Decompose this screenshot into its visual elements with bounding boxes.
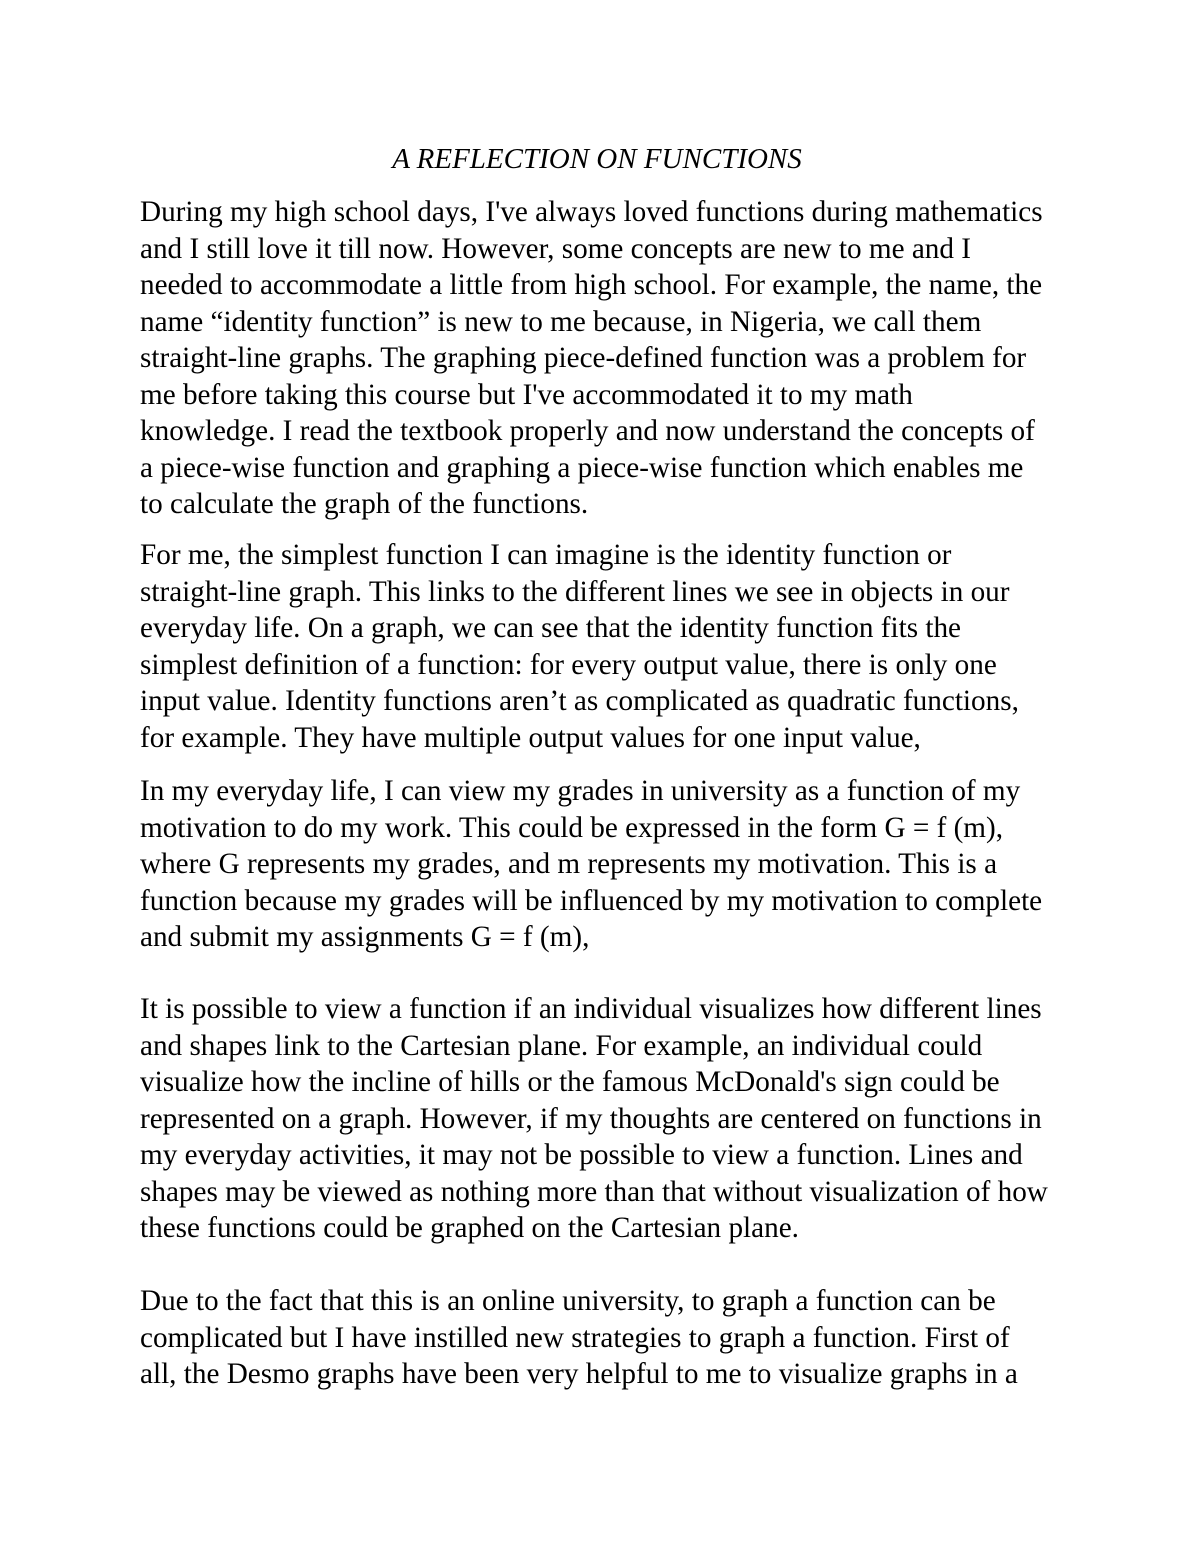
paragraph-line: and shapes link to the Cartesian plane. For example, an individual could (140, 1029, 983, 1062)
paragraph-line: all, the Desmo graphs have been very helpful to me to visualize graphs in a (140, 1358, 1018, 1390)
paragraph-line: complicated but I have instilled new strategies to graph a function. First of (140, 1321, 1010, 1354)
paragraph-4 (140, 991, 1070, 1247)
paragraph-2 (140, 537, 1070, 756)
paragraph-line: simplest definition of a function: for every output value, there is only one (140, 648, 997, 681)
paragraph-line: input value. Identity functions aren’t as complicated as quadratic functions, (140, 685, 1019, 717)
paragraph-line: represented on a graph. However, if my thoughts are centered on functions in (140, 1102, 1042, 1135)
paragraph-line: Due to the fact that this is an online university, to graph a function can be (140, 1285, 996, 1317)
paragraph-line: For me, the simplest function I can imagine is the identity function or (140, 539, 952, 571)
paragraph-line: visualize how the incline of hills or the famous McDonald's sign could be (140, 1066, 1000, 1098)
paragraph-line: these functions could be graphed on the Cartesian plane. (140, 1212, 799, 1244)
paragraph-5 (140, 1283, 1070, 1393)
paragraph-line: my everyday activities, it may not be possible to view a function. Lines and (140, 1139, 1023, 1171)
paragraph-line: everyday life. On a graph, we can see that the identity function fits the (140, 612, 962, 644)
paragraph-line: function because my grades will be influenced by my motivation to complete (140, 884, 1043, 917)
paragraph-line: me before taking this course but I've accommodated it to my math (140, 378, 913, 411)
paragraph-line: It is possible to view a function if an individual visualizes how different lines (140, 993, 1042, 1025)
paragraph-line: In my everyday life, I can view my grades in university as a function of my (140, 775, 1021, 807)
paragraph-line: and submit my assignments G = f (m), (140, 921, 590, 953)
paragraph-line: a piece-wise function and graphing a piece-wise function which enables me (140, 451, 1024, 484)
paragraph-line: to calculate the graph of the functions. (140, 488, 589, 520)
paragraph-line: needed to accommodate a little from high school. For example, the name, the (140, 269, 1043, 301)
paragraph-line: straight-line graphs. The graphing piece-defined function was a problem for (140, 342, 1027, 374)
paragraph-line: where G represents my grades, and m represents my motivation. This is a (140, 848, 998, 880)
paragraph-line: straight-line graph. This links to the different lines we see in objects in our (140, 575, 1010, 608)
paragraph-line: motivation to do my work. This could be expressed in the form G = f (m), (140, 811, 1004, 844)
paragraph-line: During my high school days, I've always loved functions during mathematics (140, 196, 1043, 228)
paragraph-line: for example. They have multiple output values for one input value, (140, 721, 921, 754)
paragraph-1 (140, 194, 1070, 523)
paragraph-3 (140, 773, 1070, 956)
document-title: A REFLECTION ON FUNCTIONS (392, 143, 802, 175)
paragraph-line: name “identity function” is new to me because, in Nigeria, we call them (140, 305, 982, 338)
paragraph-line: shapes may be viewed as nothing more than that without visualization of how (140, 1175, 1048, 1208)
paragraph-line: knowledge. I read the textbook properly and now understand the concepts of (140, 415, 1035, 447)
paragraph-line: and I still love it till now. However, some concepts are new to me and I (140, 232, 971, 265)
